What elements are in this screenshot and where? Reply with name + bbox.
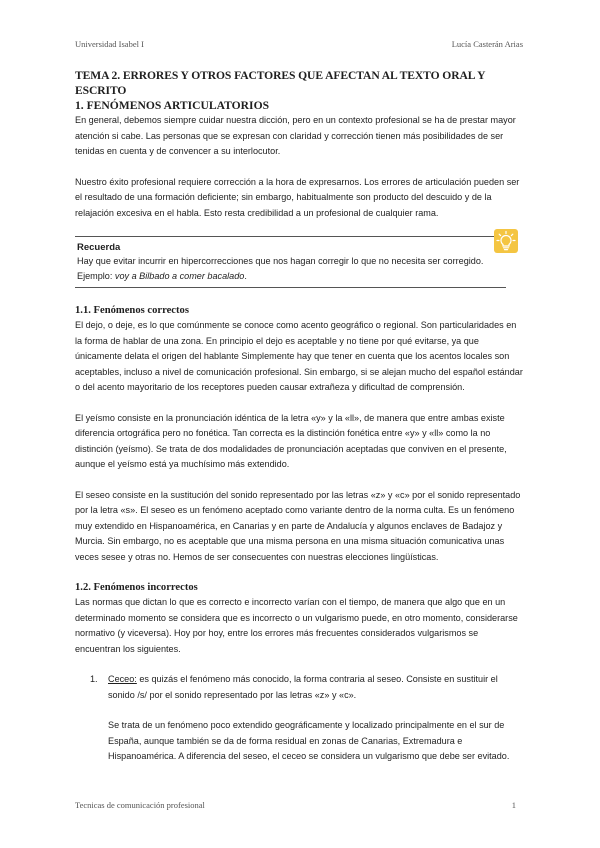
vulgarism-list bbox=[75, 672, 525, 765]
header-author: Lucía Casterán Arias bbox=[451, 39, 523, 49]
paragraph: En general, debemos siempre cuidar nuestra dicción, pero en un contexto profesional se ha de prestar mayor atención si cabe. Las personas que se expresan con claridad y corrección tienen más posibilidades de ser tenidas en cuenta y de convencer a su interlocutor. bbox=[75, 115, 516, 156]
paragraph: Nuestro éxito profesional requiere corrección a la hora de expresarnos. Los errores de articulación pueden ser el resultado de una formación deficiente; sin embargo, habitualmente son producto del descuido y de la relajación excesiva en el habla. Esto resta credibilidad a un profesional de cualquier rama. bbox=[75, 176, 520, 218]
paragraph: Las normas que dictan lo que es correcto e incorrecto varían con el tiempo, de manera que algo que en un determinado momento se considera que es incorrecto o un vulgarismo puede, en otro momento, considerarse normativo (y viceversa). Hoy por hoy, entre los errores más frecuentes considerados vulgarismos se encuentran los siguientes. bbox=[75, 597, 518, 654]
list-item-text: Ceceo: es quizás el fenómeno más conocido, la forma contraria al seseo. Consiste en sustituir el sonido /s/ por el sonido representado por las letras «z» y «c». bbox=[108, 674, 498, 700]
lightbulb-icon bbox=[494, 229, 518, 253]
subsection-heading: 1.1. Fenómenos correctos bbox=[75, 305, 189, 316]
paragraph: El yeísmo consiste en la pronunciación idéntica de la letra «y» y la «ll», de manera que entre ambas existe diferencia ortográfica pero no fonética. Tan correcta es la distinción fonética entre «y» y «ll» como la no distinción (yeísmo). Se trata de dos modalidades de pronunciación aceptadas que conviven en el presente, aunque el yeísmo está ya muchísimo más extendido. bbox=[75, 412, 507, 469]
list-item bbox=[75, 672, 525, 765]
document-title: TEMA 2. ERRORES Y OTROS FACTORES QUE AFECTAN AL TEXTO ORAL Y ESCRITO bbox=[75, 69, 485, 97]
paragraph: El dejo, o deje, es lo que comúnmente se conoce como acento geográfico o regional. Son particularidades en la forma de hablar de una zona. En principio el dejo es aceptable y no tiene por qué evitarse, ya que únicamente delata el origen del hablante Simplemente hay que tener en cuenta que los acentos locales son aceptables, incluso a nivel de comunicación profesional. Sin embargo, si se alejan mucho del español estándar o del acento mayoritario de los receptores pueden causar extrañeza y dificultad de comprensión. bbox=[75, 320, 523, 392]
remember-body: Hay que evitar incurrir en hipercorrecciones que nos hagan corregir lo que no necesita ser corregido. Ejemplo: voy a Bilbado a comer bacalado. bbox=[77, 256, 484, 281]
section-heading: 1. FENÓMENOS ARTICULATORIOS bbox=[75, 99, 270, 112]
page-number: 1 bbox=[511, 800, 516, 810]
document-body bbox=[75, 68, 525, 765]
list-number: 1. bbox=[90, 674, 98, 684]
remember-title: Recuerda bbox=[77, 242, 121, 253]
list-item-term: Ceceo: bbox=[108, 674, 137, 684]
list-item-extra: Se trata de un fenómeno poco extendido geográficamente y localizado principalmente en el sur de España, aunque también se da de forma residual en zonas de Canarias, Extremadura e Hispanoamérica. A diferencia del seseo, el ceceo se considera un vulgarismo que debe ser evitado. bbox=[108, 720, 510, 761]
subsection-heading: 1.2. Fenómenos incorrectos bbox=[75, 582, 198, 593]
remember-example: voy a Bilbado a comer bacalado bbox=[114, 271, 245, 281]
footer-course: Tecnicas de comunicación profesional bbox=[75, 800, 205, 810]
paragraph: El seseo consiste en la sustitución del sonido representado por las letras «z» y «c» por el sonido representado por la letra «s». El seseo es un fenómeno aceptado como variante dentro de la norma culta. Es un fenómeno muy extendido en Hispanoamérica, en Canarias y en parte de Andalucía y algunos enclaves de Badajoz y Murcia. Sin embargo, no es aceptable que una misma persona en una misma situación comunicativa unas veces sesee y otras no. Hemos de ser consecuentes con nuestras elecciones lingüísticas. bbox=[75, 489, 521, 562]
remember-box bbox=[75, 236, 506, 288]
header-institution: Universidad Isabel I bbox=[75, 39, 144, 49]
